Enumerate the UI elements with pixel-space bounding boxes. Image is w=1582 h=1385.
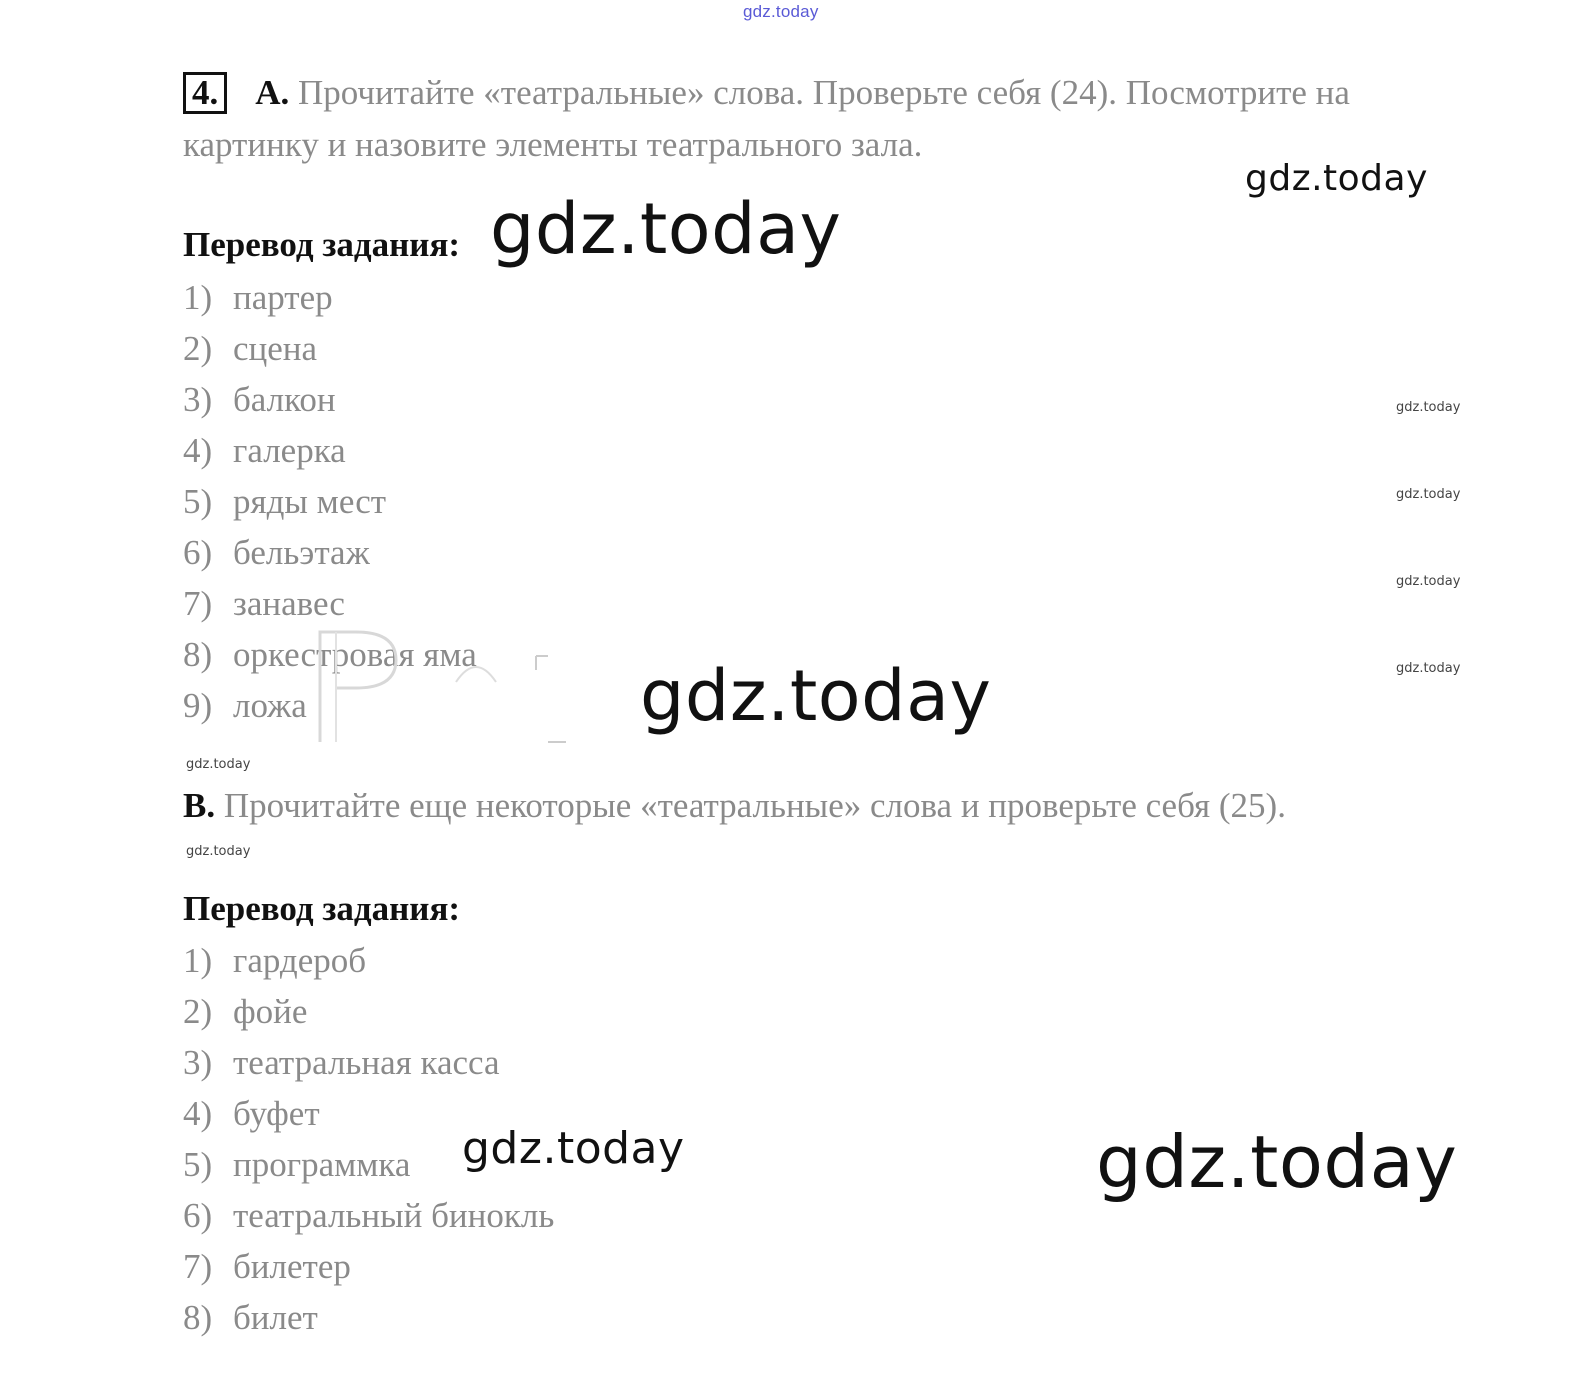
list-item-text: фойе bbox=[233, 991, 308, 1031]
list-item-number: 1) bbox=[183, 940, 213, 980]
list-item bbox=[183, 272, 477, 323]
list-item-number: 7) bbox=[183, 583, 213, 623]
watermark-large: gdz.today bbox=[640, 655, 992, 737]
list-item-text: занавес bbox=[233, 583, 345, 623]
list-item-number: 3) bbox=[183, 1042, 213, 1082]
list-item-text: оркестровая яма bbox=[233, 634, 477, 674]
list-item-number: 4) bbox=[183, 430, 213, 470]
list-item bbox=[183, 425, 477, 476]
watermark-small: gdz.today bbox=[1396, 400, 1461, 415]
list-item-text: программка bbox=[233, 1144, 411, 1184]
list-item bbox=[183, 986, 554, 1037]
task-a-line-1 bbox=[183, 72, 1350, 114]
watermark-small: gdz.today bbox=[1396, 487, 1461, 502]
list-item bbox=[183, 680, 477, 731]
watermark-medium: gdz.today bbox=[1245, 158, 1428, 199]
watermark-small: gdz.today bbox=[186, 844, 251, 859]
list-item bbox=[183, 323, 477, 374]
list-item-text: бельэтаж bbox=[233, 532, 370, 572]
list-item-number: 7) bbox=[183, 1246, 213, 1286]
watermark-small: gdz.today bbox=[186, 757, 251, 772]
list-item-number: 4) bbox=[183, 1093, 213, 1133]
list-item-number: 2) bbox=[183, 328, 213, 368]
list-item-number: 9) bbox=[183, 685, 213, 725]
watermark-small: gdz.today bbox=[1396, 661, 1461, 676]
list-item bbox=[183, 476, 477, 527]
list-item-number: 6) bbox=[183, 1195, 213, 1235]
translation-heading-b: Перевод задания: bbox=[183, 889, 461, 928]
list-item-number: 5) bbox=[183, 481, 213, 521]
task-b-line bbox=[183, 786, 1286, 826]
part-b-letter: B. bbox=[183, 786, 216, 825]
list-item-number: 6) bbox=[183, 532, 213, 572]
list-item-number: 8) bbox=[183, 634, 213, 674]
task-number: 4. bbox=[183, 72, 227, 114]
part-a-letter: А. bbox=[255, 73, 290, 112]
part-b-text: Прочитайте еще некоторые «театральные» слова и проверьте себя (25). bbox=[223, 786, 1286, 825]
watermark-small: gdz.today bbox=[1396, 574, 1461, 589]
list-item bbox=[183, 1241, 554, 1292]
list-item-text: театральный бинокль bbox=[233, 1195, 555, 1235]
list-item-text: ряды мест bbox=[233, 481, 387, 521]
list-item-text: ложа bbox=[233, 685, 307, 725]
list-item-text: театральная касса bbox=[233, 1042, 500, 1082]
list-item bbox=[183, 1190, 554, 1241]
list-item-text: билетер bbox=[233, 1246, 351, 1286]
list-item bbox=[183, 935, 554, 986]
watermark-medium: gdz.today bbox=[462, 1123, 685, 1174]
list-item-number: 1) bbox=[183, 277, 213, 317]
list-item-text: билет bbox=[233, 1297, 318, 1337]
list-item bbox=[183, 1292, 554, 1343]
list-item bbox=[183, 1037, 554, 1088]
list-item-text: галерка bbox=[233, 430, 346, 470]
watermark-large: gdz.today bbox=[490, 188, 842, 270]
watermark-large: gdz.today bbox=[1096, 1120, 1458, 1204]
list-item bbox=[183, 629, 477, 680]
part-a-text-line2: картинку и назовите элементы театрального зала. bbox=[183, 125, 923, 164]
list-item bbox=[183, 578, 477, 629]
list-item bbox=[183, 374, 477, 425]
translation-heading-a: Перевод задания: bbox=[183, 225, 461, 264]
translation-list-a bbox=[183, 272, 477, 731]
list-item-number: 8) bbox=[183, 1297, 213, 1337]
list-item-text: балкон bbox=[233, 379, 336, 419]
list-item bbox=[183, 527, 477, 578]
site-header-link[interactable]: gdz.today bbox=[743, 2, 819, 21]
part-a-text-line1: Прочитайте «театральные» слова. Проверьте себя (24). Посмотрите на bbox=[298, 73, 1350, 112]
list-item-text: гардероб bbox=[233, 940, 367, 980]
list-item-number: 3) bbox=[183, 379, 213, 419]
list-item-number: 5) bbox=[183, 1144, 213, 1184]
list-item-text: буфет bbox=[233, 1093, 320, 1133]
list-item-text: сцена bbox=[233, 328, 318, 368]
list-item-number: 2) bbox=[183, 991, 213, 1031]
list-item-text: партер bbox=[233, 277, 333, 317]
